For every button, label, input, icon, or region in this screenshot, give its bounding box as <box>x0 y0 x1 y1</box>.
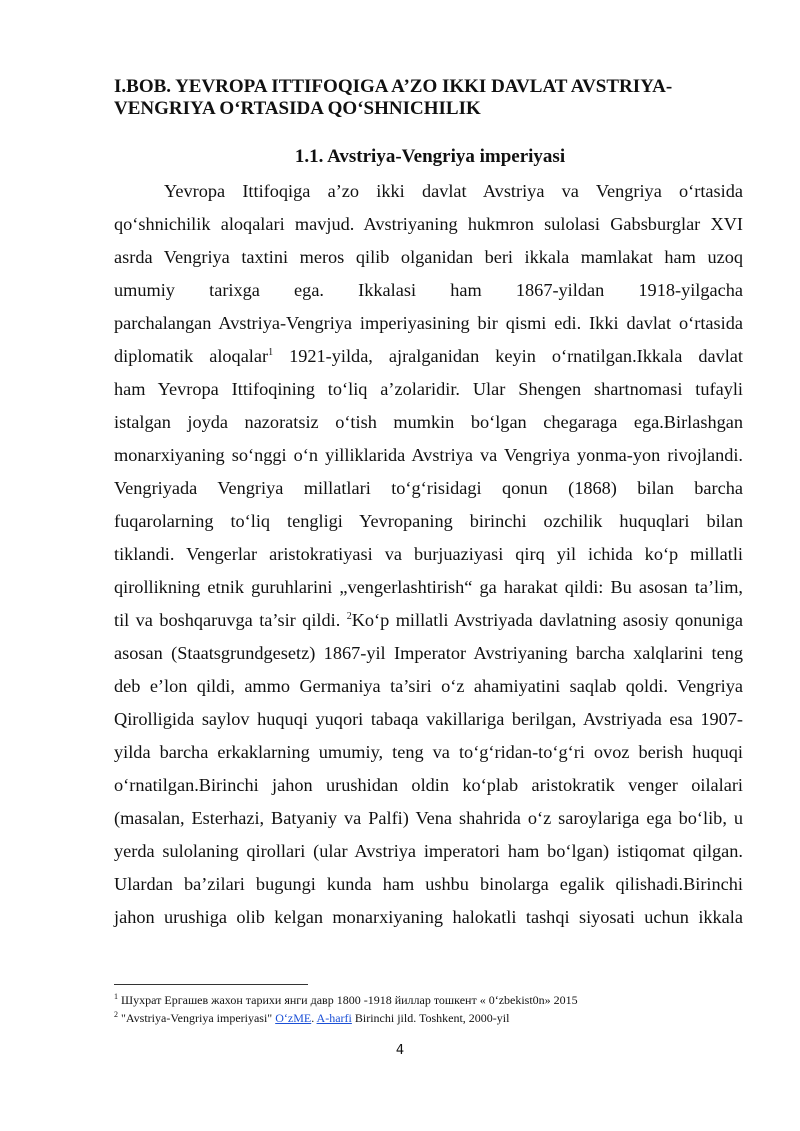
text-line: monarxiyaning so‘nggi o‘n yilliklarida Avstriya va Vengriya yonma-yon rivojlandi. <box>114 445 743 465</box>
section-title: 1.1. Avstriya-Vengriya imperiyasi <box>294 146 566 167</box>
text-line: Ulardan ba’zilari bugungi kunda ham ushbu binolarga egalik qilishadi.Birinchi <box>114 874 743 894</box>
chapter-title <box>114 76 754 120</box>
footnote-2: $^2$ "Avstriya-Vengriya imperiyasi" O‘zME. A-harfi Birinchi jild. Toshkent, 2000-yil <box>114 1010 510 1025</box>
text-line: deb e’lon qildi, ammo Germaniya ta’siri o‘z ahamiyatini saqlab qoldi. Vengriya <box>114 676 743 696</box>
footnote-mark-1: 1 <box>114 992 118 1001</box>
footnote-1 <box>114 991 754 1009</box>
footnote-divider <box>114 984 308 985</box>
text-line: istalgan joyda nazoratsiz o‘tish mumkin bo‘lgan chegaraga ega.Birlashgan <box>114 412 743 432</box>
chapter-title-line-1: I.BOB. YEVROPA ITTIFOQIGA A’ZO IKKI DAVLAT AVSTRIYA- <box>114 76 673 97</box>
text-line: umumiy tarixga ega. Ikkalasi ham 1867-yildan 1918-yilgacha <box>114 280 743 300</box>
footnote-mark-2: 2 <box>114 1010 118 1019</box>
text-line <box>114 340 743 373</box>
text-line: asosan (Staatsgrundgesetz) 1867-yil Imperator Avstriyaning barcha xalqlarini teng <box>114 643 743 663</box>
text-line: parchalangan Avstriya-Vengriya imperiyasining bir qismi edi. Ikki davlat o‘rtasida <box>114 313 743 333</box>
page-number: 4 <box>395 1043 405 1058</box>
footnote-ref-1: 1 <box>268 346 274 358</box>
body-paragraph <box>114 175 743 934</box>
text-line: yilda barcha erkaklarning umumiy, teng va to‘g‘ridan-to‘g‘ri ovoz berish huquqi <box>114 742 743 762</box>
text-line: Qirolligida saylov huquqi yuqori tabaqa vakillariga berilgan, Avstriyada esa 1907- <box>114 709 743 729</box>
text-line: fuqarolarning to‘liq tengligi Yevropaning birinchi ozchilik huquqlari bilan <box>114 511 743 531</box>
text-segment: til va boshqaruvga ta’sir qildi. <box>114 610 341 630</box>
text-line: qo‘shnichilik aloqalari mavjud. Avstriyaning hukmron sulolasi Gabsburglar XVI <box>114 214 743 234</box>
text-segment: diplomatik aloqalar <box>114 346 269 366</box>
text-line: jahon urushiga olib kelgan monarxiyaning halokatli tashqi siyosati uchun ikkala <box>114 907 743 927</box>
text-line: Vengriyada Vengriya millatlari to‘g‘risidagi qonun (1868) bilan barcha <box>114 478 743 498</box>
text-line <box>114 604 743 637</box>
text-line: ham Yevropa Ittifoqining to‘liq a’zolaridir. Ular Shengen shartnomasi tufayli <box>114 379 743 399</box>
footnotes <box>114 991 754 1027</box>
chapter-title-line-2: VENGRIYA O‘RTASIDA QO‘SHNICHILIK <box>114 98 481 119</box>
text-line: o‘rnatilgan.Birinchi jahon urushidan oldin ko‘plab aristokratik venger oilalari <box>114 775 743 795</box>
text-segment: Ko‘p millatli Avstriyada davlatning asosiy qonuniga <box>351 610 743 630</box>
a-harfi-link[interactable]: A-harfi <box>316 1011 352 1025</box>
footnote-1-text: Шухрат Ергашев жахон тарихи янги давр 1800 -1918 йиллар тошкент « 0‘zbekist0n» 2015 <box>121 993 578 1007</box>
text-segment: 1921-yilda, ajralganidan keyin o‘rnatilgan.Ikkala davlat <box>273 346 743 366</box>
text-line: Yevropa Ittifoqiga a’zo ikki davlat Avstriya va Vengriya o‘rtasida <box>164 181 743 201</box>
footnote-2-prefix: "Avstriya-Vengriya imperiyasi" <box>121 1011 273 1025</box>
footnote-2-suffix: Birinchi jild. Toshkent, 2000-yil <box>354 1011 510 1025</box>
text-line: tiklandi. Vengerlar aristokratiyasi va burjuaziyasi qirq yil ichida ko‘p millatli <box>114 544 743 564</box>
text-line: qirollikning etnik guruhlarini „vengerlashtirish“ ga harakat qildi: Bu asosan ta’lim, <box>114 577 743 597</box>
text-line: asrda Vengriya taxtini meros qilib olganidan beri ikkala mamlakat ham uzoq <box>114 247 743 267</box>
ozme-link[interactable]: O‘zME <box>275 1011 312 1025</box>
text-line: yerda sulolaning qirollari (ular Avstriya imperatori ham bo‘lgan) istiqomat qilgan. <box>114 841 743 861</box>
footnote-ref-2: 2 <box>346 610 352 622</box>
text-line: (masalan, Esterhazi, Batyaniy va Palfi) Vena shahrida o‘z saroylariga ega bo‘lib, u <box>114 808 743 828</box>
